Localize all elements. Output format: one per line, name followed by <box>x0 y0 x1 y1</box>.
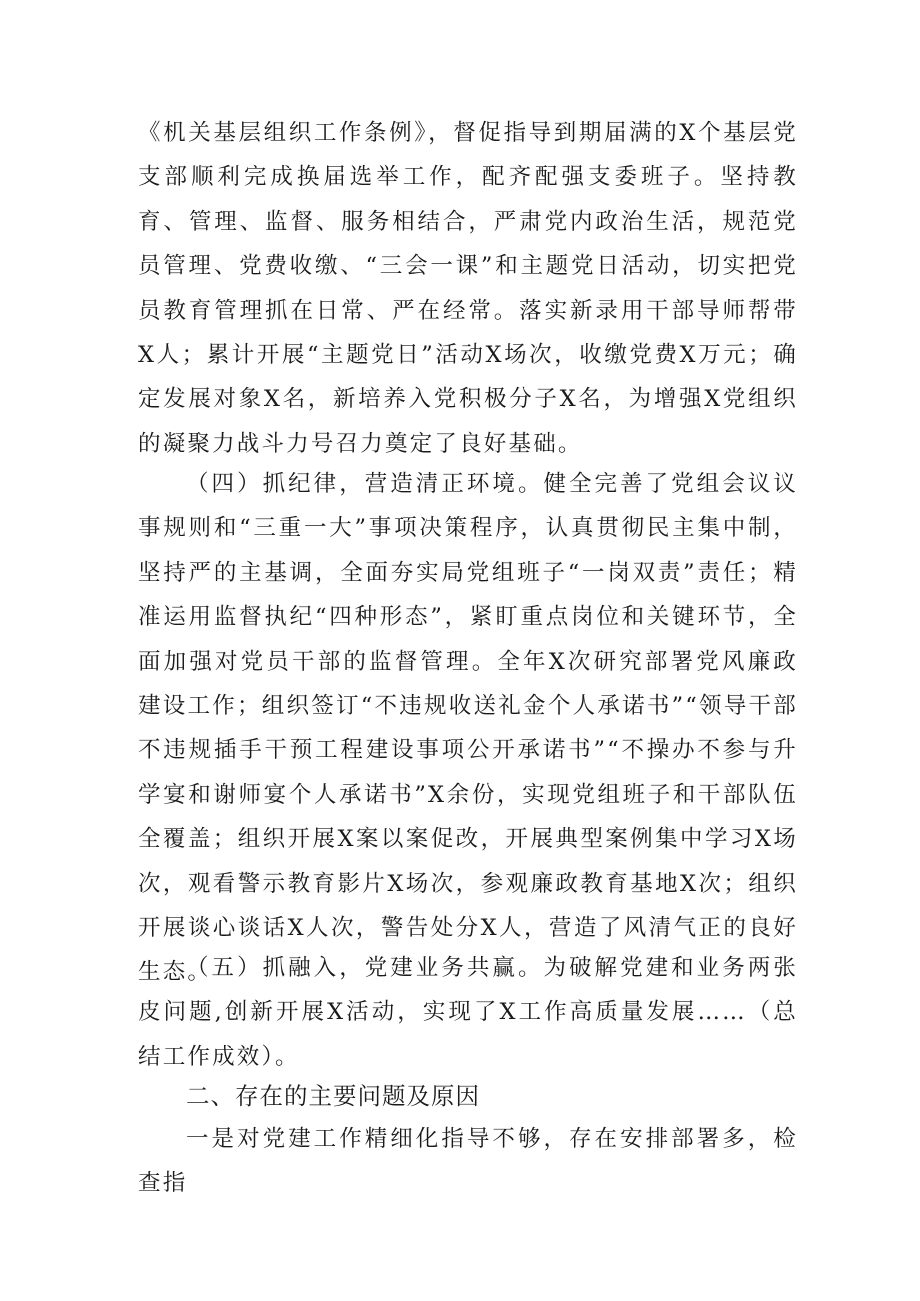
paragraph-party-organization: 《机关基层组织工作条例》，督促指导到期届满的X个基层党支部顺利完成换届选举工作，配齐配强支委班子。坚持教育、管理、监督、服务相结合，严肃党内政治生活，规范党员管理、党费收缴、“三会一课”和主题党日活动，切实把党员教育管理抓在日常、严在经常。落实新录用干部导师帮带X人；累计开展“主题党日”活动X场次，收缴党费X万元；确定发展对象X名，新培养入党积极分子X名，为增强X党组织的凝聚力战斗力号召力奠定了良好基础。 <box>138 120 798 457</box>
paragraph-integration: （五）抓融入，党建业务共赢。为破解党建和业务两张皮问题,创新开展X活动，实现了X工作高质量发展……（总结工作成效）。 <box>138 955 798 1070</box>
paragraph-problem-one: 一是对党建工作精细化指导不够，存在安排部署多，检查指 <box>138 1126 798 1197</box>
paragraph-discipline: （四）抓纪律，营造清正环境。健全完善了党组会议议事规则和“三重一大”事项决策程序，认真贯彻民主集中制，坚持严的主基调，全面夯实局党组班子“一岗双责”责任；精准运用监督执纪“四种形态”，紧盯重点岗位和关键环节，全面加强对党员干部的监督管理。全年X次研究部署党风廉政建设工作；组织签订“不违规收送礼金个人承诺书”“领导干部不违规插手干预工程建设事项公开承诺书”“不操办不参与升学宴和谢师宴个人承诺书”X余份，实现党组班子和干部队伍全覆盖；组织开展X案以案促改，开展典型案例集中学习X场次，观看警示教育影片X场次，参观廉政教育基地X次；组织开展谈心谈话X人次，警告处分X人，营造了风清气正的良好生态。 <box>138 471 798 986</box>
section-heading-problems: 二、存在的主要问题及原因 <box>186 1082 480 1110</box>
